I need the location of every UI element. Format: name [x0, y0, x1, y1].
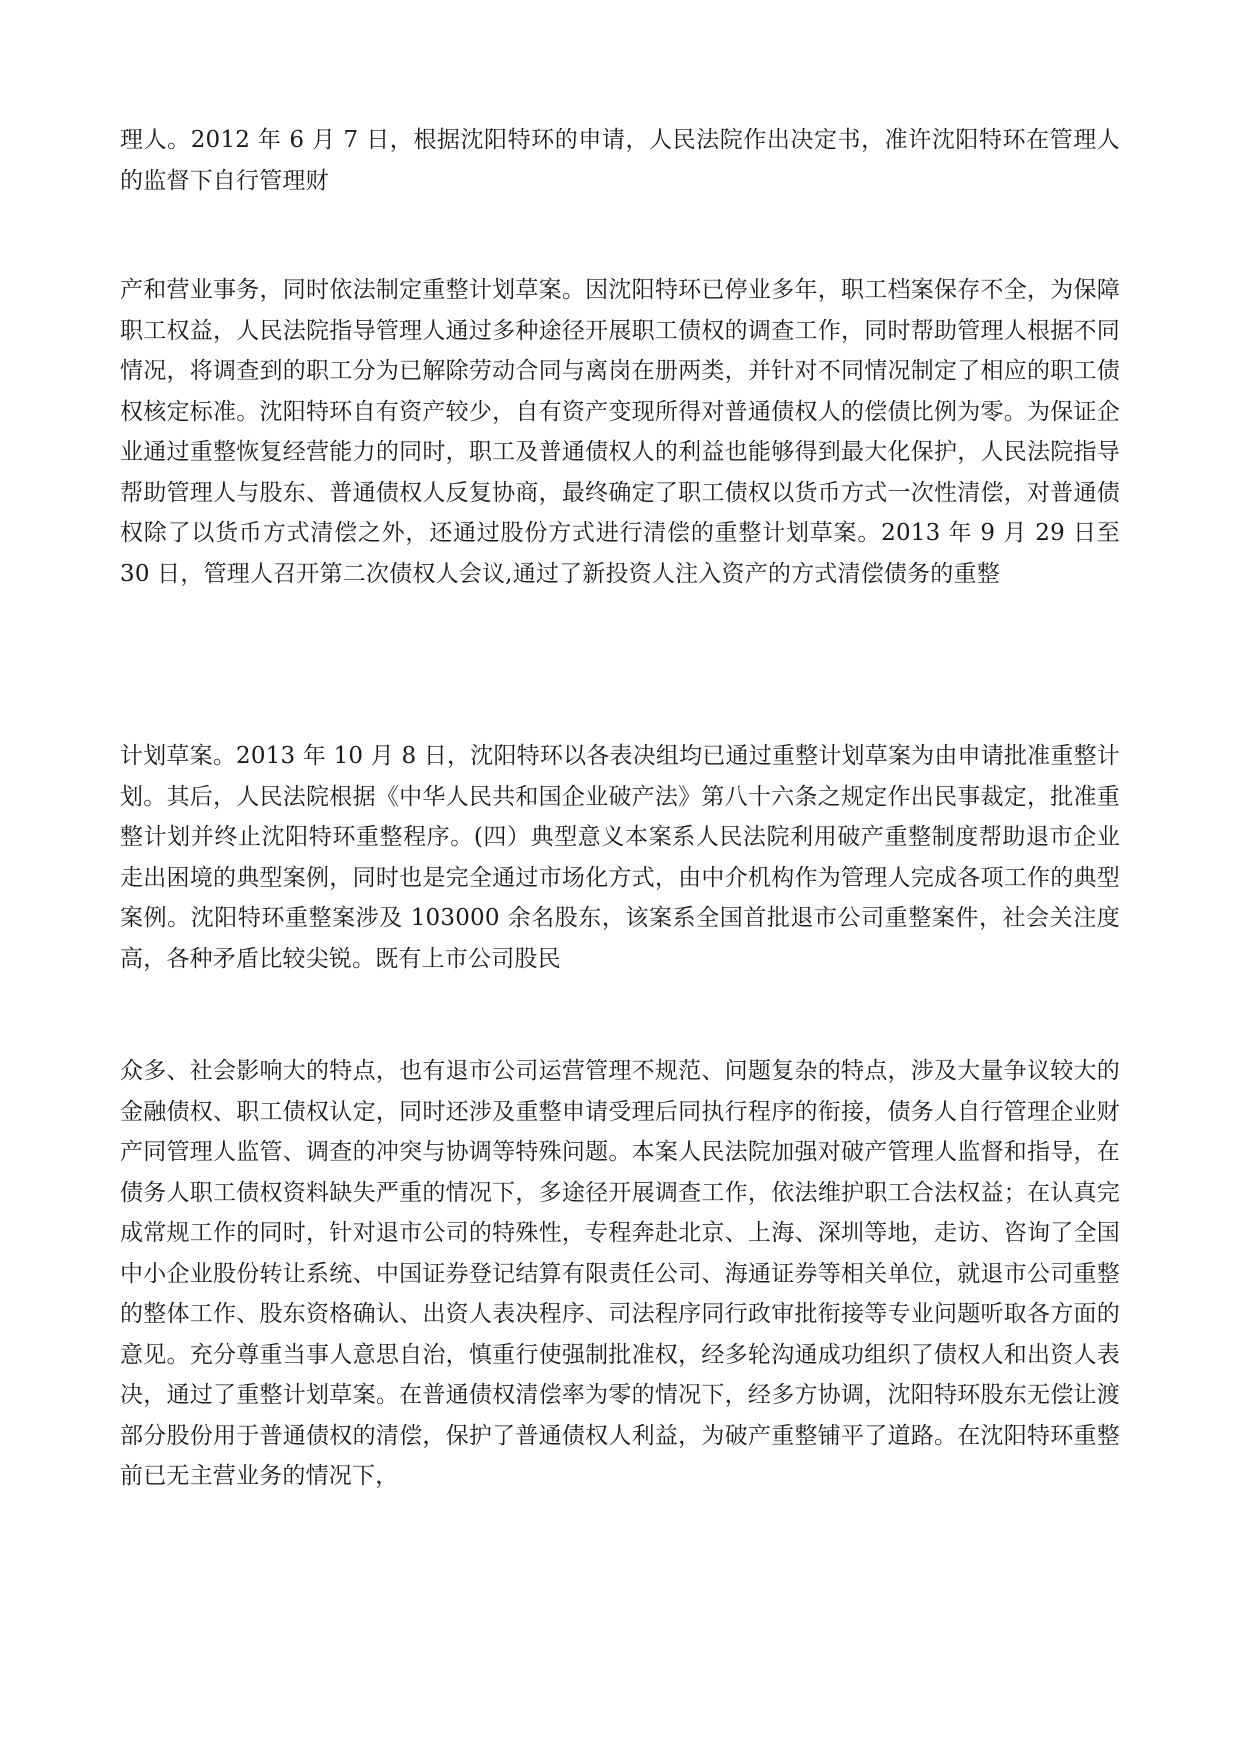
paragraph: 众多、社会影响大的特点，也有退市公司运营管理不规范、问题复杂的特点，涉及大量争议较大的金融债权、职工债权认定，同时还涉及重整申请受理后同执行程序的衔接，债务人自行管理企业财产同管理人监管、调查的冲突与协调等特殊问题。本案人民法院加强对破产管理人监督和指导，在债务人职工债权资料缺失严重的情况下，多途径开展调查工作，依法维护职工合法权益；在认真完成常规工作的同时，针对退市公司的特殊性，专程奔赴北京、上海、深圳等地，走访、咨询了全国中小企业股份转让系统、中国证券登记结算有限责任公司、海通证券等相关单位，就退市公司重整的整体工作、股东资格确认、出资人表决程序、司法程序同行政审批衔接等专业问题听取各方面的意见。充分尊重当事人意思自治，慎重行使强制批准权，经多轮沟通成功组织了债权人和出资人表决，通过了重整计划草案。在普通债权清偿率为零的情况下，经多方协调，沈阳特环股东无偿让渡部分股份用于普通债权的清偿，保护了普通债权人利益，为破产重整铺平了道路。在沈阳特环重整前已无主营业务的情况下，	[120, 1058, 1120, 1489]
paragraph: 产和营业事务，同时依法制定重整计划草案。因沈阳特环已停业多年，职工档案保存不全，为保障职工权益，人民法院指导管理人通过多种途径开展职工债权的调查工作，同时帮助管理人根据不同情况，将调查到的职工分为已解除劳动合同与离岗在册两类，并针对不同情况制定了相应的职工债权核定标准。沈阳特环自有资产较少，自有资产变现所得对普通债权人的偿债比例为零。为保证企业通过重整恢复经营能力的同时，职工及普通债权人的利益也能够得到最大化保护，人民法院指导帮助管理人与股东、普通债权人反复协商，最终确定了职工债权以货币方式一次性清偿，对普通债权除了以货币方式清偿之外，还通过股份方式进行清偿的重整计划草案。2013 年 9 月 29 日至 30 日，管理人召开第二次债权人会议,通过了新投资人注入资产的方式清偿债务的重整	[120, 277, 1120, 587]
paragraph: 计划草案。2013 年 10 月 8 日，沈阳特环以各表决组均已通过重整计划草案为由申请批准重整计划。其后，人民法院根据《中华人民共和国企业破产法》第八十六条之规定作出民事裁定，批准重整计划并终止沈阳特环重整程序。(四）典型意义本案系人民法院利用破产重整制度帮助退市企业走出困境的典型案例，同时也是完全通过市场化方式，由中介机构作为管理人完成各项工作的典型案例。沈阳特环重整案涉及 103000 余名股东，该案系全国首批退市公司重整案件，社会关注度高，各种矛盾比较尖锐。既有上市公司股民	[120, 743, 1120, 972]
paragraph: 理人。2012 年 6 月 7 日，根据沈阳特环的申请，人民法院作出决定书，准许沈阳特环在管理人的监督下自行管理财	[120, 127, 1120, 194]
